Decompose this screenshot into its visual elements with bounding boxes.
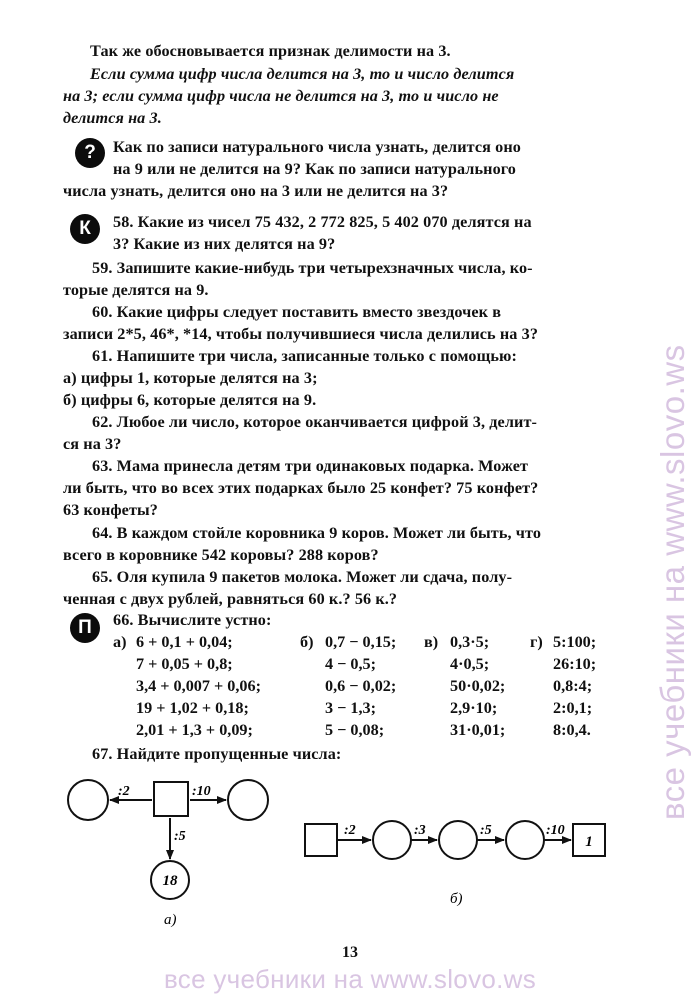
- question-badge-icon: ?: [75, 138, 105, 168]
- diagram-a-op3: :5: [174, 829, 186, 844]
- expr-c-2: 4·0,5;: [450, 655, 490, 673]
- expr-a-2: 7 + 0,05 + 0,8;: [136, 655, 233, 673]
- expr-b-2: 4 − 0,5;: [325, 655, 377, 673]
- rule-line-2: на 3; если сумма цифр числа не делится на 3, то и число не: [63, 87, 499, 105]
- expr-a-5: 2,01 + 1,3 + 0,09;: [136, 721, 253, 739]
- exercise-60-line-1: 60. Какие цифры следует поставить вместо звездочек в: [92, 303, 502, 321]
- rule-line-3: делится на 3.: [63, 109, 162, 127]
- expr-c-5: 31·0,01;: [450, 721, 506, 739]
- col-c-header: в): [424, 633, 439, 651]
- exercise-63-line-3: 63 конфеты?: [63, 501, 158, 519]
- diagram-a-value: 18: [162, 873, 178, 889]
- exercise-62-line-2: ся на 3?: [63, 435, 122, 453]
- page-number: 13: [342, 944, 358, 961]
- exercise-58-line-1: 58. Какие из чисел 75 432, 2 772 825, 5 402 070 делятся на: [113, 213, 532, 231]
- exercise-65-line-2: ченная с двух рублей, равняться 60 к.? 56 к.?: [63, 590, 398, 608]
- question-line-2: на 9 или не делится на 9? Как по записи натурального: [113, 160, 517, 178]
- expr-c-3: 50·0,02;: [450, 677, 506, 695]
- expr-b-4: 3 − 1,3;: [325, 699, 377, 717]
- watermark-bottom: все учебники на www.slovo.ws: [163, 964, 537, 994]
- expr-b-3: 0,6 − 0,02;: [325, 677, 397, 695]
- p-badge-icon: П: [70, 613, 100, 643]
- watermark-vertical: все учебники на www.slovo.ws: [654, 344, 691, 820]
- exercise-61-line-1: 61. Напишите три числа, записанные только с помощью:: [92, 347, 518, 365]
- diagram-b-circle-1: [373, 821, 411, 859]
- exercise-59-line-1: 59. Запишите какие-нибудь три четырехзначных числа, ко-: [92, 259, 533, 277]
- expr-a-3: 3,4 + 0,007 + 0,06;: [136, 677, 262, 695]
- diagram-b-op1: :2: [344, 823, 356, 838]
- col-a-header: а): [113, 633, 127, 651]
- exercise-62-line-1: 62. Любое ли число, которое оканчивается цифрой 3, делит-: [92, 413, 537, 431]
- col-d-header: г): [530, 633, 543, 651]
- intro-line: Так же обосновывается признак делимости на 3.: [90, 42, 451, 60]
- diagram-a-op1: :2: [118, 784, 130, 799]
- exercise-59-line-2: торые делятся на 9.: [63, 281, 209, 299]
- diagram-a-circle-left: [68, 780, 108, 820]
- diagram-a-circle-right: [228, 780, 268, 820]
- k-badge-icon: К: [70, 214, 100, 244]
- exercise-58-line-2: 3? Какие из них делятся на 9?: [113, 235, 336, 253]
- diagram-a-op2: :10: [192, 784, 211, 799]
- exercise-64-line-2: всего в коровнике 542 коровы? 288 коров?: [63, 546, 379, 564]
- diagram-a-square: [154, 782, 188, 816]
- expr-a-1: 6 + 0,1 + 0,04;: [136, 633, 233, 651]
- exercise-60-line-2: записи 2*5, 46*, *14, чтобы получившиеся числа делились на 3?: [63, 325, 539, 343]
- diagram-b-op3: :5: [480, 823, 492, 838]
- question-line-1: Как по записи натурального числа узнать, делится оно: [113, 138, 521, 156]
- diagram-b-value: 1: [585, 834, 593, 850]
- expr-a-4: 19 + 1,02 + 0,18;: [136, 699, 249, 717]
- diagram-b-circle-2: [439, 821, 477, 859]
- diagram-b-caption: б): [450, 891, 463, 907]
- exercise-63-line-1: 63. Мама принесла детям три одинаковых подарка. Может: [92, 457, 529, 475]
- exercise-65-line-1: 65. Оля купила 9 пакетов молока. Может ли сдача, полу-: [92, 568, 513, 586]
- expr-d-3: 0,8:4;: [553, 677, 593, 695]
- diagram-b-square-start: [305, 824, 337, 856]
- exercise-64-line-1: 64. В каждом стойле коровника 9 коров. Может ли быть, что: [92, 524, 542, 542]
- expr-d-5: 8:0,4.: [553, 721, 591, 739]
- exercise-61-line-3: б) цифры 6, которые делятся на 9.: [63, 391, 317, 409]
- expr-b-1: 0,7 − 0,15;: [325, 633, 397, 651]
- expr-c-4: 2,9·10;: [450, 699, 498, 717]
- diagram-b: [305, 821, 605, 907]
- rule-line-1: Если сумма цифр числа делится на 3, то и число делится: [90, 65, 515, 83]
- diagram-b-op2: :3: [414, 823, 426, 838]
- question-line-3: числа узнать, делится оно на 3 или не делится на 3?: [63, 182, 449, 200]
- exercise-67-title: 67. Найдите пропущенные числа:: [92, 745, 342, 763]
- expr-b-5: 5 − 0,08;: [325, 721, 385, 739]
- expr-c-1: 0,3·5;: [450, 633, 490, 651]
- exercise-61-line-2: а) цифры 1, которые делятся на 3;: [63, 369, 318, 387]
- diagram-b-circle-3: [506, 821, 544, 859]
- expr-d-2: 26:10;: [553, 655, 597, 673]
- diagram-a: [68, 780, 268, 928]
- expr-d-4: 2:0,1;: [553, 699, 593, 717]
- expr-d-1: 5:100;: [553, 633, 597, 651]
- exercise-66-title: 66. Вычислите устно:: [113, 611, 272, 629]
- diagram-b-op4: :10: [546, 823, 565, 838]
- exercise-63-line-2: ли быть, что во всех этих подарках было 25 конфет? 75 конфет?: [63, 479, 539, 497]
- col-b-header: б): [300, 633, 314, 651]
- diagram-a-caption: а): [164, 912, 177, 928]
